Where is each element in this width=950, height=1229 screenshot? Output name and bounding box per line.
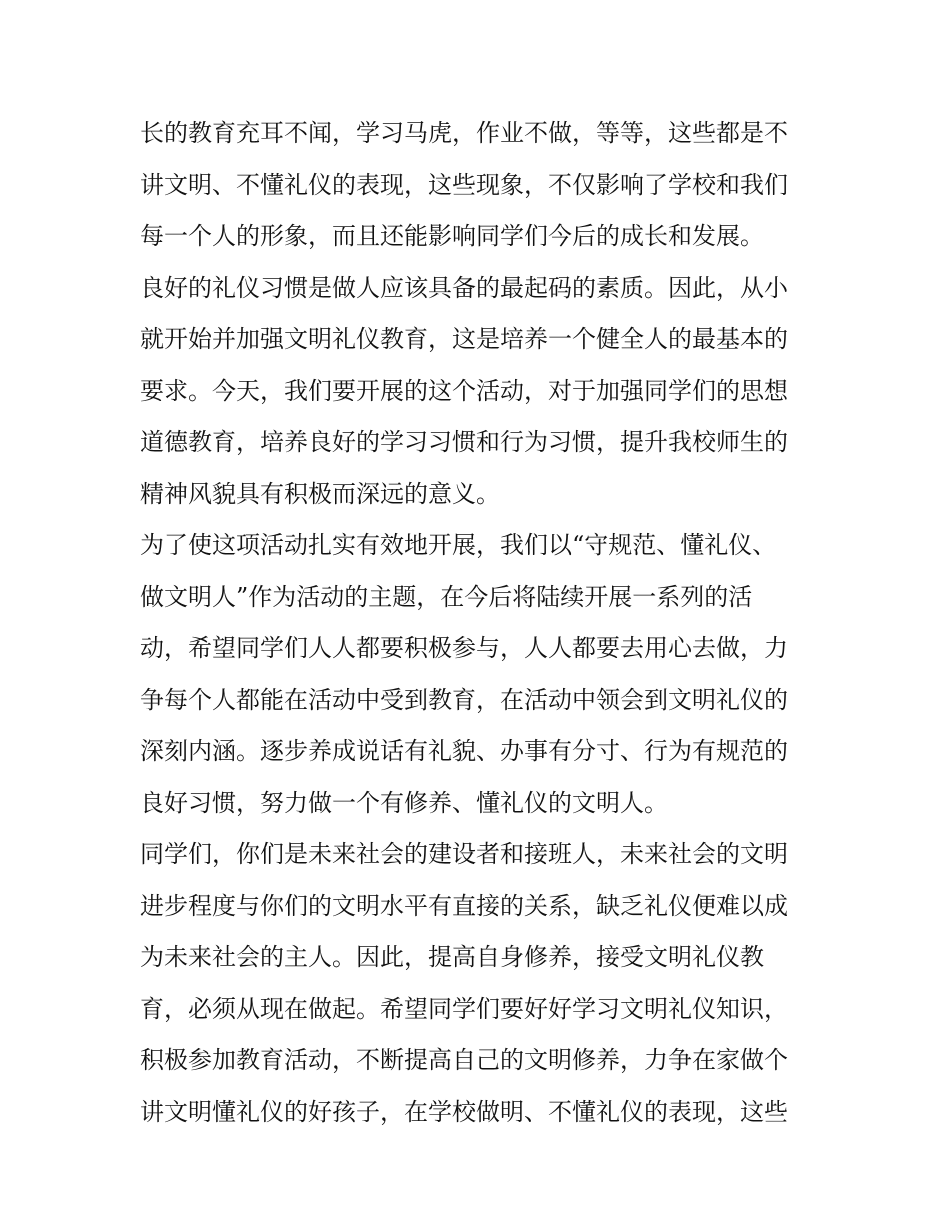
text-line: 同学们，你们是未来社会的建设者和接班人，未来社会的文明 xyxy=(140,840,788,868)
text-line: 每一个人的形象，而且还能影响同学们今后的成长和发展。 xyxy=(140,222,764,250)
text-line: 良好习惯，努力做一个有修养、懂礼仪的文明人。 xyxy=(140,788,668,817)
text-line: 长的教育充耳不闻，学习马虎，作业不做，等等，这些都是不 xyxy=(140,119,788,147)
text-line: 争每个人都能在活动中受到教育，在活动中领会到文明礼仪的 xyxy=(140,685,788,714)
text-line: 就开始并加强文明礼仪教育，这是培养一个健全人的最基本的 xyxy=(140,325,788,353)
text-line: 做文明人”作为活动的主题，在今后将陆续开展一系列的活 xyxy=(140,582,753,611)
text-line: 道德教育，培养良好的学习习惯和行为习惯，提升我校师生的 xyxy=(140,428,788,456)
text-line: 进步程度与你们的文明水平有直接的关系，缺乏礼仪便难以成 xyxy=(140,891,788,920)
text-line: 讲文明懂礼仪的好孩子，在学校做明、不懂礼仪的表现，这些 xyxy=(140,1097,788,1126)
text-line: 要求。今天，我们要开展的这个活动，对于加强同学们的思想 xyxy=(140,376,788,405)
body-text xyxy=(140,108,820,1138)
text-line: 动，希望同学们人人都要积极参与，人人都要去用心去做，力 xyxy=(140,634,788,662)
text-line: 育，必须从现在做起。希望同学们要好好学习文明礼仪知识， xyxy=(140,994,788,1023)
text-line: 为了使这项活动扎实有效地开展，我们以“守规范、懂礼仪、 xyxy=(140,531,777,559)
text-line: 精神风貌具有积极而深远的意义。 xyxy=(140,479,500,508)
text-line: 良好的礼仪习惯是做人应该具备的最起码的素质。因此，从小 xyxy=(140,273,788,302)
text-line: 深刻内涵。逐步养成说话有礼貌、办事有分寸、行为有规范的 xyxy=(140,737,788,765)
text-line: 积极参加教育活动，不断提高自己的文明修养，力争在家做个 xyxy=(140,1046,788,1074)
text-line: 讲文明、不懂礼仪的表现，这些现象，不仅影响了学校和我们 xyxy=(140,170,788,199)
text-line: 为未来社会的主人。因此，提高自身修养，接受文明礼仪教 xyxy=(140,943,764,971)
